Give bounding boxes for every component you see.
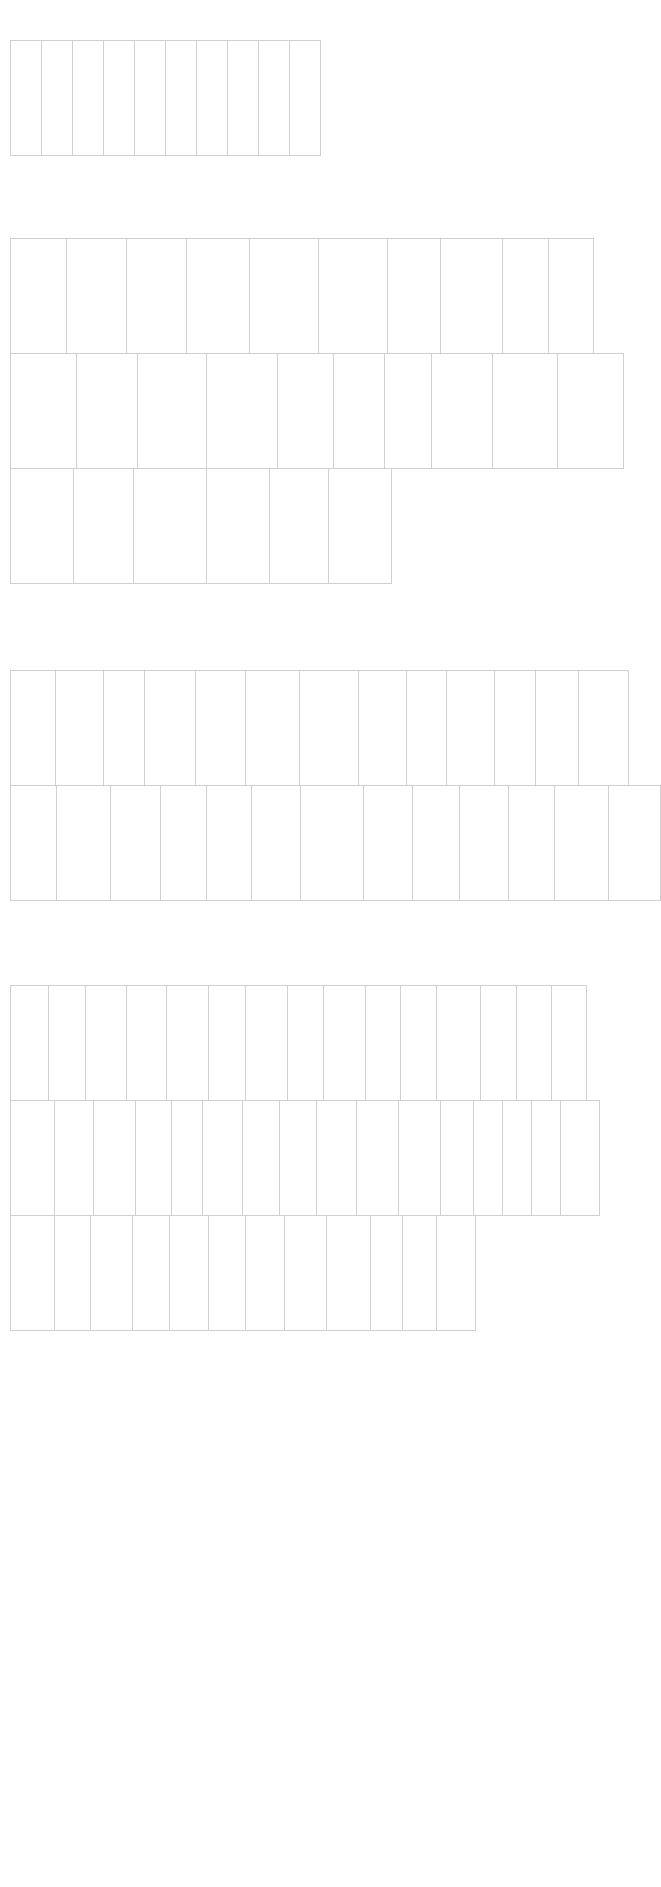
glyph-cell [103,40,135,156]
glyph-preview [324,1024,365,1096]
glyph-cell [202,1100,243,1216]
glyph-preview [413,824,459,896]
glyph-cell [10,985,49,1101]
glyph-preview [77,392,137,464]
glyph-cell [284,1215,327,1331]
glyph-preview [203,1139,242,1211]
glyph-cell [473,1100,503,1216]
glyph-cell [54,1215,91,1331]
glyph-cell [402,1215,437,1331]
glyph-cell [110,785,161,901]
glyph-preview [209,1024,245,1096]
glyph-preview [579,709,628,781]
glyph-cell [10,1215,55,1331]
glyph-row [10,40,321,156]
glyph-cell [249,238,319,354]
glyph-preview [86,1024,126,1096]
glyph-cell [535,670,579,786]
glyph-cell [10,238,67,354]
glyph-preview [278,392,333,464]
glyph-cell [76,353,138,469]
glyph-preview [127,277,186,349]
glyph-preview [536,709,578,781]
glyph-cell [557,353,624,469]
glyph-preview [366,1024,400,1096]
glyph-preview [11,392,76,464]
glyph-cell [492,353,558,469]
glyph-cell [66,238,127,354]
glyph-preview [481,1024,516,1096]
glyph-cell [316,1100,357,1216]
glyph-cell [277,353,334,469]
glyph-preview [441,277,502,349]
glyph-cell [133,468,207,584]
glyph-cell [326,1215,371,1331]
glyph-preview [145,709,195,781]
glyph-row [10,1100,600,1216]
glyph-cell [90,1215,133,1331]
glyph-row [10,238,624,354]
glyph-preview [56,709,103,781]
glyph-cell [10,785,57,901]
glyph-preview [317,1139,356,1211]
glyph-preview [196,709,245,781]
glyph-cell [10,40,42,156]
glyph-preview [290,79,320,151]
glyph-preview [371,1254,402,1326]
glyph-cell [554,785,609,901]
glyph-cell [412,785,460,901]
glyph-cell [134,40,166,156]
glyph-preview [327,1254,370,1326]
glyph-cell [365,985,401,1101]
glyph-preview [42,79,72,151]
glyph-preview [517,1024,551,1096]
glyph-preview [207,824,251,896]
glyph-cell [318,238,388,354]
glyph-cell [287,985,324,1101]
glyph-row [10,468,624,584]
glyph-preview [301,824,363,896]
glyph-row [10,353,624,469]
glyph-preview [259,79,289,151]
glyph-cell [48,985,86,1101]
glyph-preview [246,1024,287,1096]
glyph-cell [398,1100,441,1216]
glyph-cell [169,1215,209,1331]
glyph-preview [104,709,144,781]
glyph-preview [246,1254,284,1326]
glyph-cell [126,238,187,354]
glyph-preview [437,1254,475,1326]
glyph-preview [11,1024,48,1096]
glyph-preview [460,824,508,896]
glyph-grid [10,238,624,584]
glyph-cell [245,670,300,786]
glyph-preview [228,79,258,151]
glyph-preview [136,1139,171,1211]
glyph-cell [165,40,197,156]
glyph-preview [503,277,548,349]
glyph-cell [72,40,104,156]
glyph-cell [387,238,441,354]
glyph-cell [137,353,207,469]
glyph-cell [196,40,228,156]
glyph-preview [493,392,557,464]
glyph-preview [138,392,206,464]
glyph-grid [10,670,661,901]
glyph-cell [227,40,259,156]
glyph-preview [11,507,73,579]
glyph-cell [400,985,437,1101]
glyph-preview [187,277,249,349]
glyph-preview [401,1024,436,1096]
glyph-preview [11,79,41,151]
glyph-preview [135,79,165,151]
glyph-preview [555,824,608,896]
glyph-preview [133,1254,169,1326]
glyph-preview [319,277,387,349]
glyph-preview [385,392,431,464]
glyph-preview [503,1139,531,1211]
glyph-preview [94,1139,135,1211]
glyph-preview [243,1139,279,1211]
glyph-cell [516,985,552,1101]
glyph-preview [161,824,206,896]
glyph-cell [299,670,359,786]
glyph-cell [300,785,364,901]
glyph-preview [609,824,660,896]
glyph-cell [166,985,209,1101]
glyph-cell [206,353,278,469]
glyph-cell [440,1100,474,1216]
glyph-cell [328,468,392,584]
glyph-preview [364,824,412,896]
glyph-cell [55,670,104,786]
glyph-cell [279,1100,317,1216]
glyph-cell [480,985,517,1101]
glyph-cell [531,1100,561,1216]
glyph-cell [208,1215,246,1331]
glyph-preview [437,1024,480,1096]
glyph-preview [246,709,299,781]
glyph-preview [57,824,110,896]
glyph-preview [334,392,384,464]
glyph-preview [285,1254,326,1326]
glyph-row [10,985,600,1101]
glyph-cell [508,785,555,901]
glyph-preview [11,277,66,349]
glyph-cell [358,670,407,786]
glyph-cell [10,353,77,469]
glyph-preview [111,824,160,896]
glyph-cell [289,40,321,156]
glyph-cell [10,1100,55,1216]
glyph-preview [55,1139,93,1211]
glyph-cell [93,1100,136,1216]
glyph-cell [206,785,252,901]
glyph-cell [41,40,73,156]
glyph-preview [329,507,391,579]
glyph-cell [363,785,413,901]
glyph-preview [11,1254,54,1326]
glyph-preview [561,1139,599,1211]
glyph-cell [103,670,145,786]
glyph-preview [167,1024,208,1096]
glyph-preview [170,1254,208,1326]
glyph-row [10,670,661,786]
glyph-cell [10,468,74,584]
glyph-preview [166,79,196,151]
glyph-cell [10,670,56,786]
glyph-row [10,785,661,901]
glyph-cell [560,1100,600,1216]
glyph-preview [552,1024,586,1096]
glyph-cell [446,670,495,786]
glyph-grid [10,985,600,1331]
glyph-cell [333,353,385,469]
glyph-preview [388,277,440,349]
glyph-cell [56,785,111,901]
glyph-cell [73,468,134,584]
glyph-preview [432,392,492,464]
glyph-preview [549,277,593,349]
glyph-cell [245,1215,285,1331]
glyph-cell [406,670,447,786]
glyph-preview [357,1139,398,1211]
glyph-cell [171,1100,203,1216]
glyph-preview [407,709,446,781]
glyph-preview [441,1139,473,1211]
glyph-preview [74,507,133,579]
glyph-cell [206,468,270,584]
glyph-cell [85,985,127,1101]
glyph-cell [195,670,246,786]
glyph-cell [370,1215,403,1331]
glyph-preview [209,1254,245,1326]
glyph-cell [578,670,629,786]
glyph-cell [440,238,503,354]
glyph-preview [447,709,494,781]
glyph-cell [269,468,329,584]
glyph-cell [242,1100,280,1216]
glyph-preview [11,824,56,896]
glyph-preview [127,1024,166,1096]
glyph-preview [250,277,318,349]
glyph-preview [270,507,328,579]
glyph-preview [495,709,535,781]
glyph-preview [532,1139,560,1211]
glyph-preview [104,79,134,151]
glyph-preview [73,79,103,151]
glyph-cell [502,1100,532,1216]
glyph-cell [384,353,432,469]
glyph-preview [288,1024,323,1096]
glyph-cell [356,1100,399,1216]
glyph-cell [436,985,481,1101]
glyph-preview [207,507,269,579]
glyph-cell [551,985,587,1101]
glyph-cell [186,238,250,354]
glyph-row [10,1215,600,1331]
glyph-preview [67,277,126,349]
glyph-preview [300,709,358,781]
glyph-cell [126,985,167,1101]
glyph-grid [10,40,321,156]
glyph-cell [494,670,536,786]
glyph-cell [431,353,493,469]
glyph-cell [502,238,549,354]
glyph-preview [509,824,554,896]
glyph-cell [251,785,301,901]
glyph-cell [160,785,207,901]
glyph-preview [207,392,277,464]
glyph-preview [55,1254,90,1326]
glyph-preview [399,1139,440,1211]
glyph-cell [54,1100,94,1216]
glyph-cell [436,1215,476,1331]
glyph-preview [197,79,227,151]
glyph-preview [11,709,55,781]
glyph-cell [132,1215,170,1331]
glyph-cell [245,985,288,1101]
glyph-cell [208,985,246,1101]
glyph-preview [403,1254,436,1326]
glyph-preview [558,392,623,464]
glyph-preview [134,507,206,579]
glyph-preview [49,1024,85,1096]
glyph-cell [459,785,509,901]
glyph-preview [11,1139,54,1211]
glyph-cell [258,40,290,156]
glyph-preview [172,1139,202,1211]
glyph-cell [548,238,594,354]
glyph-preview [280,1139,316,1211]
glyph-cell [608,785,661,901]
glyph-preview [474,1139,502,1211]
glyph-cell [323,985,366,1101]
glyph-preview [359,709,406,781]
glyph-cell [144,670,196,786]
glyph-preview [91,1254,132,1326]
glyph-cell [135,1100,172,1216]
glyph-preview [252,824,300,896]
